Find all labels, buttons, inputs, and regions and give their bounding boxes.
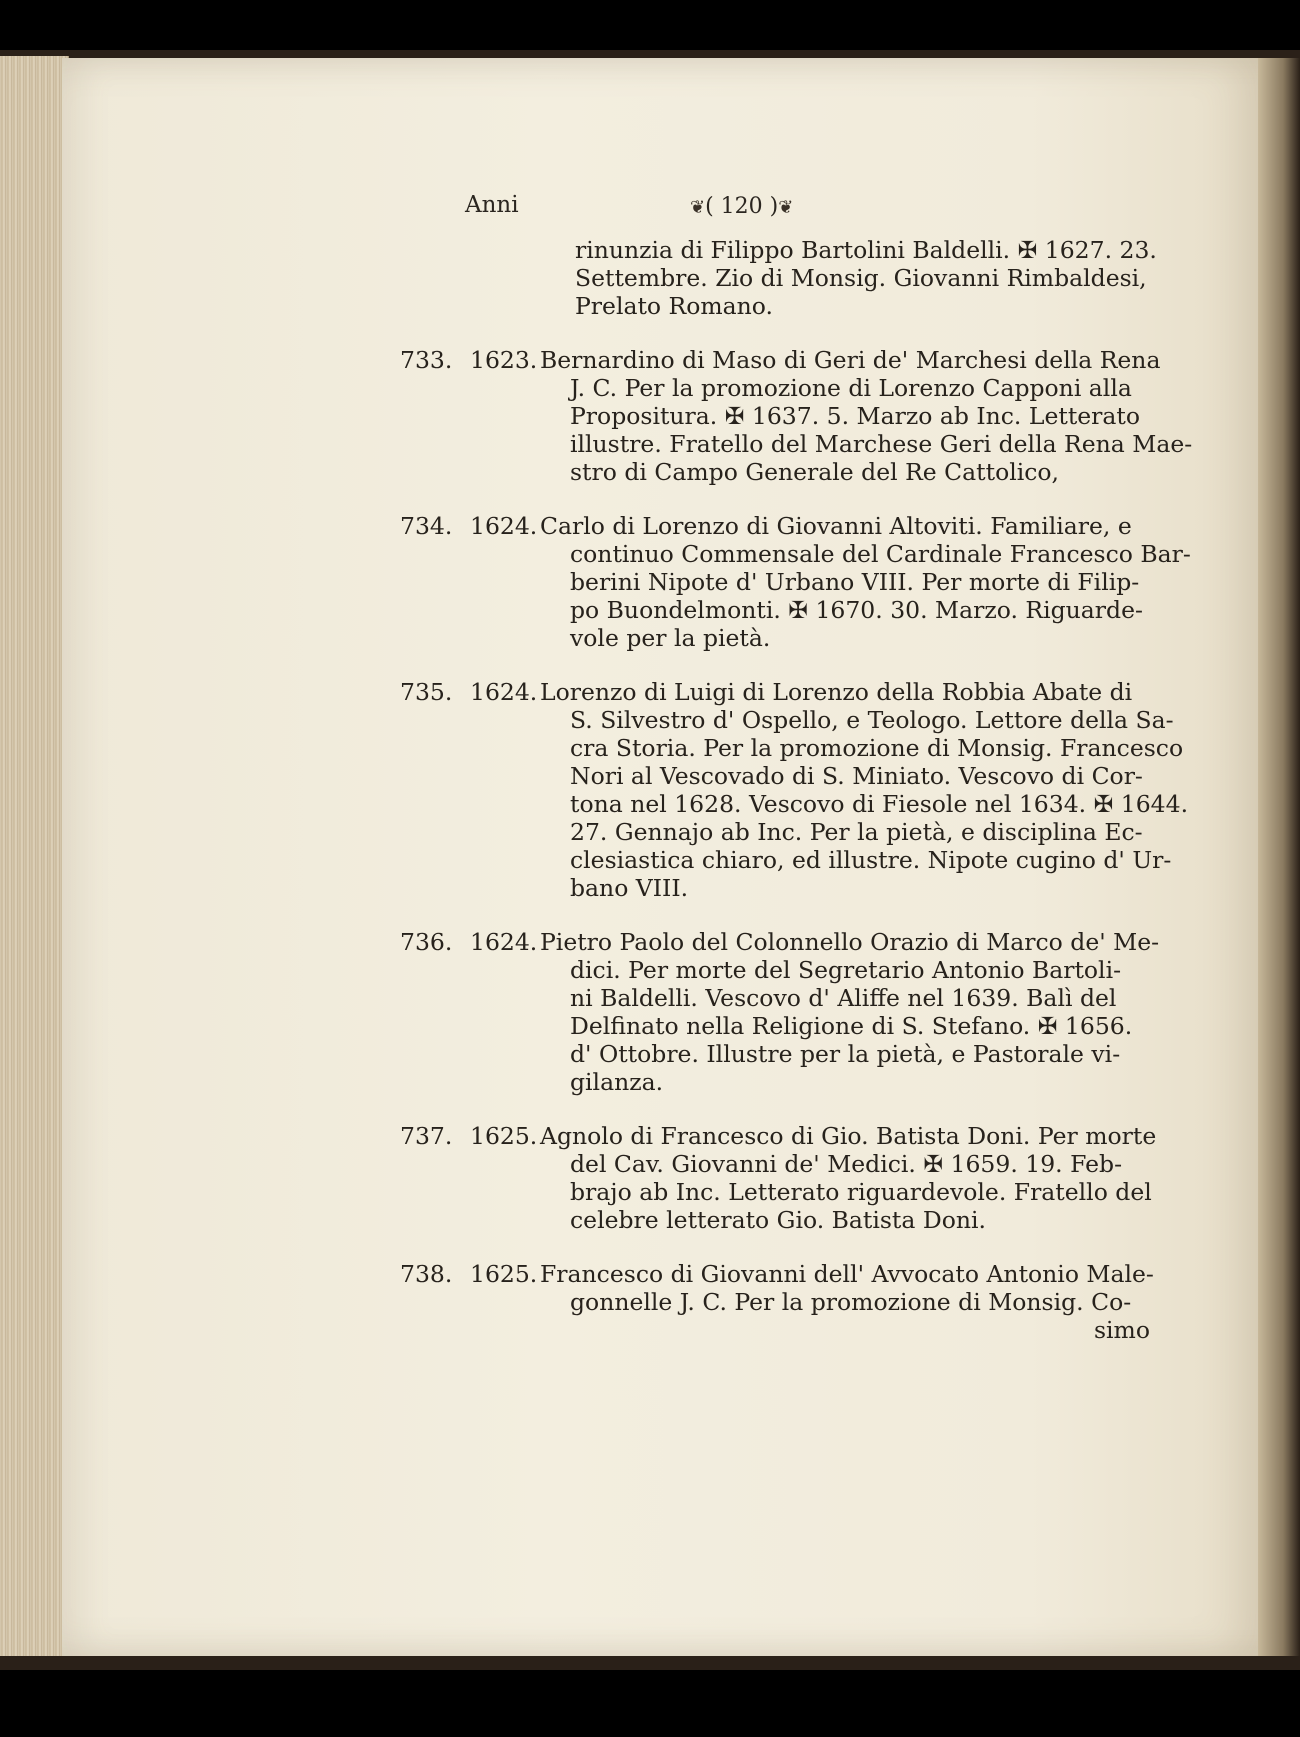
- entry-number: 737.: [400, 1122, 453, 1150]
- entry-736: [400, 928, 1190, 1096]
- text-line: Agnolo di Francesco di Gio. Batista Doni. Per morte: [540, 1122, 1157, 1150]
- page-number-text: ( 120 ): [705, 194, 779, 219]
- text-line: S. Silvestro d' Ospello, e Teologo. Lettore della Sa-: [570, 706, 1174, 734]
- ornament-left-icon: ❦: [690, 197, 706, 218]
- text-line: tona nel 1628. Vescovo di Fiesole nel 1634. ✠ 1644.: [570, 790, 1189, 818]
- entry-number: 733.: [400, 346, 453, 374]
- text-line: bano VIII.: [570, 874, 689, 902]
- entry-text: [400, 236, 1190, 320]
- text-line: Lorenzo di Luigi di Lorenzo della Robbia Abate di: [540, 678, 1133, 706]
- entry-year: 1624.: [470, 512, 538, 540]
- entry-738: [400, 1260, 1190, 1344]
- running-head: [465, 192, 1185, 232]
- text-line: stro di Campo Generale del Re Cattolico,: [570, 458, 1060, 486]
- text-line: brajo ab Inc. Letterato riguardevole. Fratello del: [570, 1178, 1152, 1206]
- text-line: po Buondelmonti. ✠ 1670. 30. Marzo. Riguarde-: [570, 596, 1143, 624]
- text-line: cra Storia. Per la promozione di Monsig. Francesco: [570, 734, 1184, 762]
- text-line: illustre. Fratello del Marchese Geri della Rena Mae-: [570, 430, 1193, 458]
- text-line: Pietro Paolo del Colonnello Orazio di Marco de' Me-: [540, 928, 1160, 956]
- entry-number: 734.: [400, 512, 453, 540]
- text-line: Carlo di Lorenzo di Giovanni Altoviti. Familiare, e: [540, 512, 1132, 540]
- entry-year: 1624.: [470, 928, 538, 956]
- entry-733: [400, 346, 1193, 486]
- text-line: del Cav. Giovanni de' Medici. ✠ 1659. 19. Feb-: [570, 1150, 1123, 1178]
- continuation-entry: [400, 236, 1190, 320]
- text-line: continuo Commensale del Cardinale Francesco Bar-: [570, 540, 1191, 568]
- entry-number: 738.: [400, 1260, 453, 1288]
- text-line: rinunzia di Filippo Bartolini Baldelli. ✠ 1627. 23.: [575, 236, 1157, 264]
- text-line: ni Baldelli. Vescovo d' Aliffe nel 1639. Balì del: [570, 984, 1117, 1012]
- text-line: 27. Gennajo ab Inc. Per la pietà, e disciplina Ec-: [570, 818, 1143, 846]
- entry-year: 1625.: [470, 1122, 538, 1150]
- text-line: Delfinato nella Religione di S. Stefano. ✠ 1656.: [570, 1012, 1133, 1040]
- text-line: clesiastica chiaro, ed illustre. Nipote cugino d' Ur-: [570, 846, 1172, 874]
- entry-year: 1623.: [470, 346, 538, 374]
- page-edges: [0, 56, 69, 1656]
- entries-list: [400, 236, 1193, 1370]
- page-number: [690, 194, 793, 219]
- text-line: Nori al Vescovado di S. Miniato. Vescovo di Cor-: [570, 762, 1143, 790]
- text-line: Prelato Romano.: [575, 292, 774, 320]
- text-line: dici. Per morte del Segretario Antonio Bartoli-: [570, 956, 1122, 984]
- entry-735: [400, 678, 1190, 902]
- text-line: Francesco di Giovanni dell' Avvocato Antonio Male-: [540, 1260, 1154, 1288]
- entry-year: 1625.: [470, 1260, 538, 1288]
- page-gutter: [1258, 58, 1300, 1656]
- catchword: simo: [1093, 1316, 1150, 1344]
- text-line: J. C. Per la promozione di Lorenzo Capponi alla: [570, 374, 1132, 402]
- ornament-right-icon: ❦: [778, 197, 794, 218]
- text-line: Propositura. ✠ 1637. 5. Marzo ab Inc. Letterato: [570, 402, 1141, 430]
- entry-text: [400, 678, 1190, 902]
- text-line: gilanza.: [570, 1068, 664, 1096]
- entry-number: 736.: [400, 928, 453, 956]
- entry-734: [400, 512, 1190, 652]
- text-line: vole per la pietà.: [570, 624, 771, 652]
- entry-year: 1624.: [470, 678, 538, 706]
- text-line: d' Ottobre. Illustre per la pietà, e Pastorale vi-: [570, 1040, 1121, 1068]
- text-line: Settembre. Zio di Monsig. Giovanni Rimbaldesi,: [575, 264, 1147, 292]
- text-line: Bernardino di Maso di Geri de' Marchesi della Rena: [540, 346, 1161, 374]
- text-line: berini Nipote d' Urbano VIII. Per morte di Filip-: [570, 568, 1140, 596]
- running-head-anni: Anni: [465, 192, 519, 218]
- text-line: celebre letterato Gio. Batista Doni.: [570, 1206, 986, 1234]
- text-line: gonnelle J. C. Per la promozione di Monsig. Co-: [570, 1288, 1132, 1316]
- entry-number: 735.: [400, 678, 453, 706]
- entry-737: [400, 1122, 1190, 1234]
